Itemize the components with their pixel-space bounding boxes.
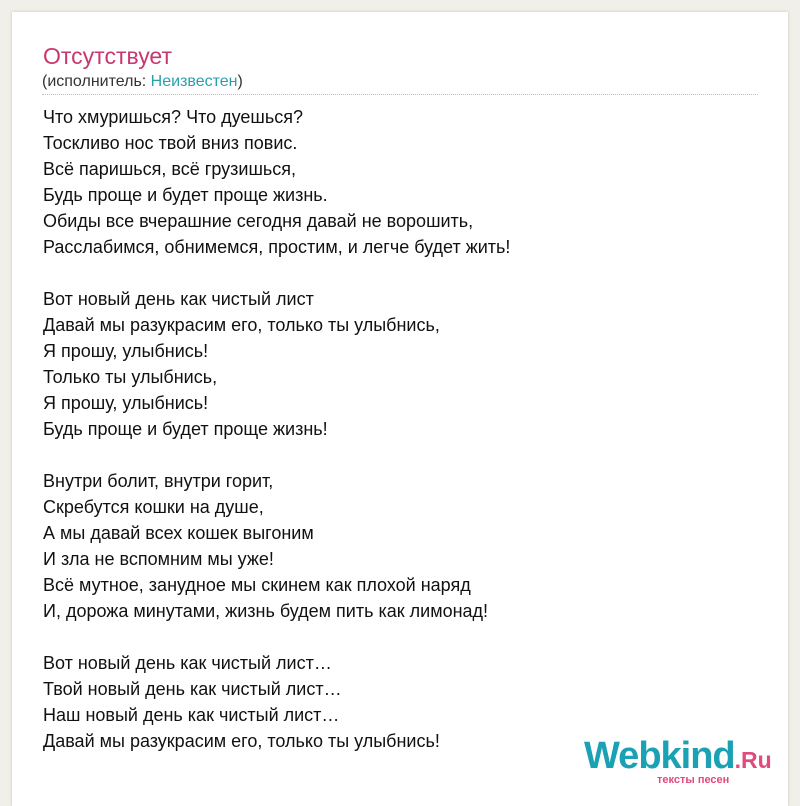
song-title: Отсутствует	[43, 43, 172, 69]
lyric-line: Обиды все вчерашние сегодня давай не ворошить,	[43, 211, 474, 231]
lyric-line: Всё мутное, занудное мы скинем как плохой наряд	[43, 575, 471, 595]
artist-line	[42, 72, 243, 92]
artist-suffix: )	[237, 73, 243, 90]
lyric-line: Вот новый день как чистый лист…	[43, 653, 332, 673]
lyrics-page	[12, 12, 788, 806]
lyric-line: Всё паришься, всё грузишься,	[43, 159, 297, 179]
lyric-line: Давай мы разукрасим его, только ты улыбнись!	[43, 731, 440, 751]
lyric-line: Будь проще и будет проще жизнь.	[43, 185, 328, 205]
stanza-3	[43, 468, 763, 624]
stanza-1	[43, 104, 763, 260]
lyric-line: Будь проще и будет проще жизнь!	[43, 419, 328, 439]
lyric-line: Твой новый день как чистый лист…	[43, 679, 342, 699]
artist-link[interactable]: Неизвестен	[150, 73, 238, 90]
lyric-line: Наш новый день как чистый лист…	[43, 705, 340, 725]
lyric-line: И, дорожа минутами, жизнь будем пить как лимонад!	[43, 601, 489, 621]
lyric-line: Тоскливо нос твой вниз повис.	[43, 133, 298, 153]
lyric-line: Скребутся кошки на душе,	[43, 497, 264, 517]
lyric-line: Я прошу, улыбнись!	[43, 341, 209, 361]
lyric-line: Внутри болит, внутри горит,	[43, 471, 274, 491]
stanza-2	[43, 286, 763, 442]
webkind-logo[interactable]	[584, 734, 780, 794]
logo-tagline: тексты песен	[657, 774, 730, 786]
lyric-line: И зла не вспомним мы уже!	[43, 549, 274, 569]
logo-brand: Webkind	[584, 735, 735, 777]
dotted-divider	[42, 94, 758, 95]
lyric-line: Я прошу, улыбнись!	[43, 393, 209, 413]
lyric-line: Давай мы разукрасим его, только ты улыбнись,	[43, 315, 440, 335]
lyric-line: Расслабимся, обнимемся, простим, и легче будет жить!	[43, 237, 511, 257]
lyric-line: Только ты улыбнись,	[43, 367, 218, 387]
lyric-line: А мы давай всех кошек выгоним	[43, 523, 314, 543]
lyrics-text	[43, 104, 763, 780]
logo-tld: .Ru	[734, 747, 772, 773]
artist-prefix: (исполнитель:	[42, 73, 151, 90]
lyric-line: Вот новый день как чистый лист	[43, 289, 314, 309]
lyric-line: Что хмуришься? Что дуешься?	[43, 107, 304, 127]
